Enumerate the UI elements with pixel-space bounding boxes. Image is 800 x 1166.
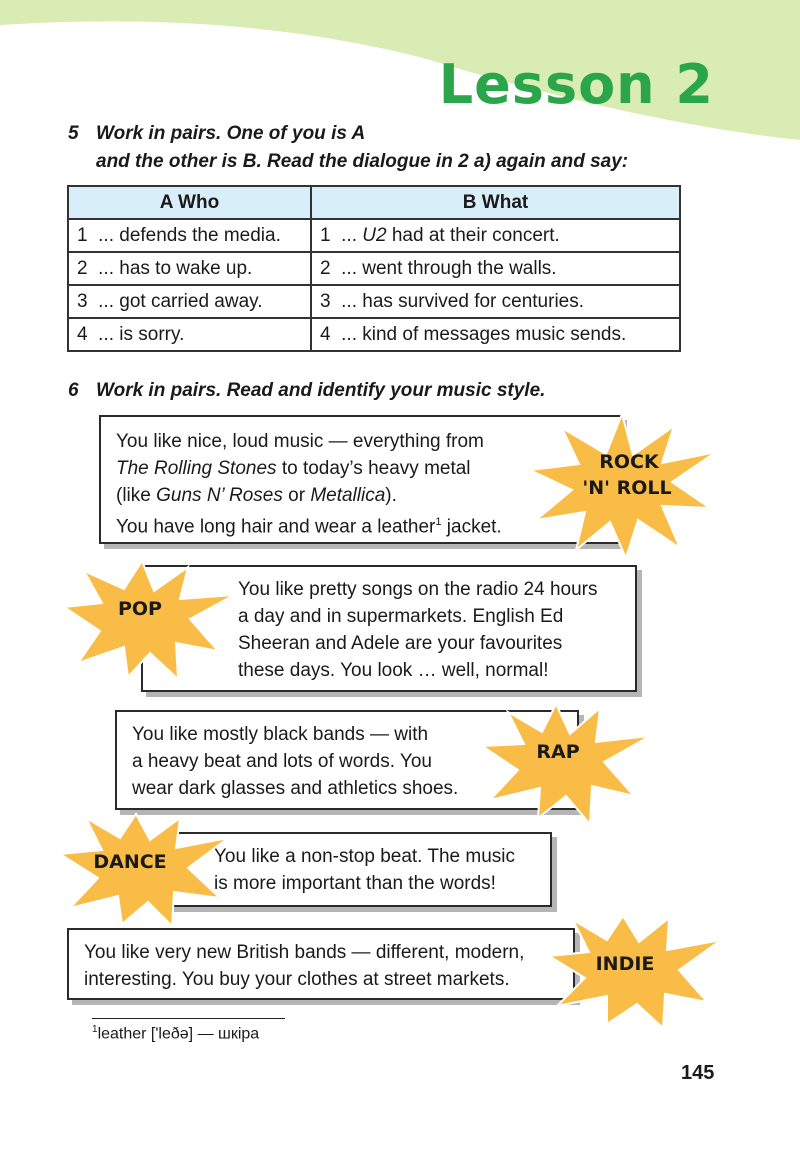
task-6-instruction — [68, 377, 545, 405]
cell-text: ... got carried away. — [98, 290, 263, 312]
table-cell-b — [311, 285, 680, 318]
row-number: 4 — [77, 323, 88, 345]
table-cell-a — [68, 318, 311, 351]
rap-burst — [478, 700, 653, 830]
band-name: U2 — [362, 224, 387, 246]
pop-label: POP — [117, 598, 163, 620]
table-cell-a — [68, 285, 311, 318]
rock-label: ROCK — [599, 451, 659, 473]
row-number: 3 — [77, 290, 88, 312]
box-line: these days. You look … well, normal! — [238, 660, 549, 681]
footnote-word: leather — [97, 1025, 147, 1043]
table-cell-b — [311, 318, 680, 351]
footnote-transcription: ['leðə] — [146, 1025, 194, 1043]
box-line: You like very new British bands — different, modern, — [84, 942, 525, 963]
table-header-cell: A Who — [68, 186, 311, 219]
table-row — [68, 285, 680, 318]
box-text: or — [282, 485, 311, 506]
box-line: You like mostly black bands — with — [132, 724, 429, 745]
box-text: (like — [116, 485, 157, 506]
table-cell-b — [311, 252, 680, 285]
row-number: 4 — [320, 323, 331, 345]
task-text: Work in pairs. One of you is A — [96, 123, 366, 144]
dance-burst — [56, 810, 236, 930]
box-text: ). — [385, 485, 397, 506]
band-name: Metallica — [310, 485, 386, 506]
footnote-marker: 1 — [92, 1024, 98, 1035]
lesson-title: Lesson 2 — [438, 53, 714, 116]
box-line: interesting. You buy your clothes at street markets. — [84, 969, 510, 990]
table-header-cell: B What — [311, 186, 680, 219]
table-row — [68, 318, 680, 351]
cell-text: ... has survived for centuries. — [341, 290, 585, 312]
cell-text: ... kind of messages music sends. — [341, 323, 627, 345]
table-row — [68, 252, 680, 285]
who-what-table — [67, 185, 681, 352]
rap-label: RAP — [536, 741, 580, 763]
cell-text: ... defends the media. — [98, 224, 281, 246]
indie-description-box — [67, 928, 575, 1000]
task-text: and the other is B. Read the dialogue in 2 a) again and say: — [96, 151, 629, 172]
row-number: 2 — [320, 257, 331, 279]
box-line: You like pretty songs on the radio 24 hours — [238, 579, 598, 600]
dance-label: DANCE — [93, 851, 167, 873]
box-line: You like a non-stop beat. The music — [214, 846, 516, 867]
row-number: 1 — [320, 224, 331, 246]
box-line: You like nice, loud music — everything from — [116, 431, 484, 452]
rock-label: 'N' ROLL — [582, 477, 672, 499]
indie-burst — [545, 912, 725, 1032]
cell-text: ... — [341, 224, 363, 246]
table-header-row — [68, 186, 680, 219]
table-cell-a — [68, 219, 311, 252]
row-number: 3 — [320, 290, 331, 312]
table-row — [68, 219, 680, 252]
band-name: Guns N’ Roses — [156, 485, 283, 506]
task-text: Work in pairs. Read and identify your music style. — [96, 380, 546, 401]
box-line: wear dark glasses and athletics shoes. — [132, 778, 459, 799]
row-number: 1 — [77, 224, 88, 246]
box-line: a day and in supermarkets. English Ed — [238, 606, 564, 627]
footnote-marker: 1 — [435, 516, 442, 528]
box-text: to today’s heavy metal — [276, 458, 471, 479]
footnote-translation: — шкіра — [193, 1025, 260, 1043]
cell-text: had at their concert. — [386, 224, 560, 246]
box-text: You have long hair and wear a leather — [116, 516, 436, 538]
rock-n-roll-burst — [522, 408, 722, 563]
cell-text: ... went through the walls. — [341, 257, 557, 279]
task-number: 6 — [68, 380, 79, 401]
row-number: 2 — [77, 257, 88, 279]
pop-burst — [58, 555, 238, 685]
band-name: The Rolling Stones — [116, 458, 277, 479]
cell-text: ... is sorry. — [98, 323, 185, 345]
task-number: 5 — [68, 123, 79, 144]
box-line: Sheeran and Adele are your favourites — [238, 633, 563, 654]
footnote — [92, 1024, 259, 1043]
indie-label: INDIE — [595, 953, 655, 975]
page-number: 145 — [681, 1062, 715, 1084]
footnote-divider — [92, 1018, 285, 1019]
cell-text: ... has to wake up. — [98, 257, 253, 279]
table-cell-b — [311, 219, 680, 252]
box-text: jacket. — [441, 516, 502, 538]
task-5-instruction — [68, 120, 628, 176]
box-line: is more important than the words! — [214, 873, 496, 894]
box-line: a heavy beat and lots of words. You — [132, 751, 432, 772]
table-cell-a — [68, 252, 311, 285]
